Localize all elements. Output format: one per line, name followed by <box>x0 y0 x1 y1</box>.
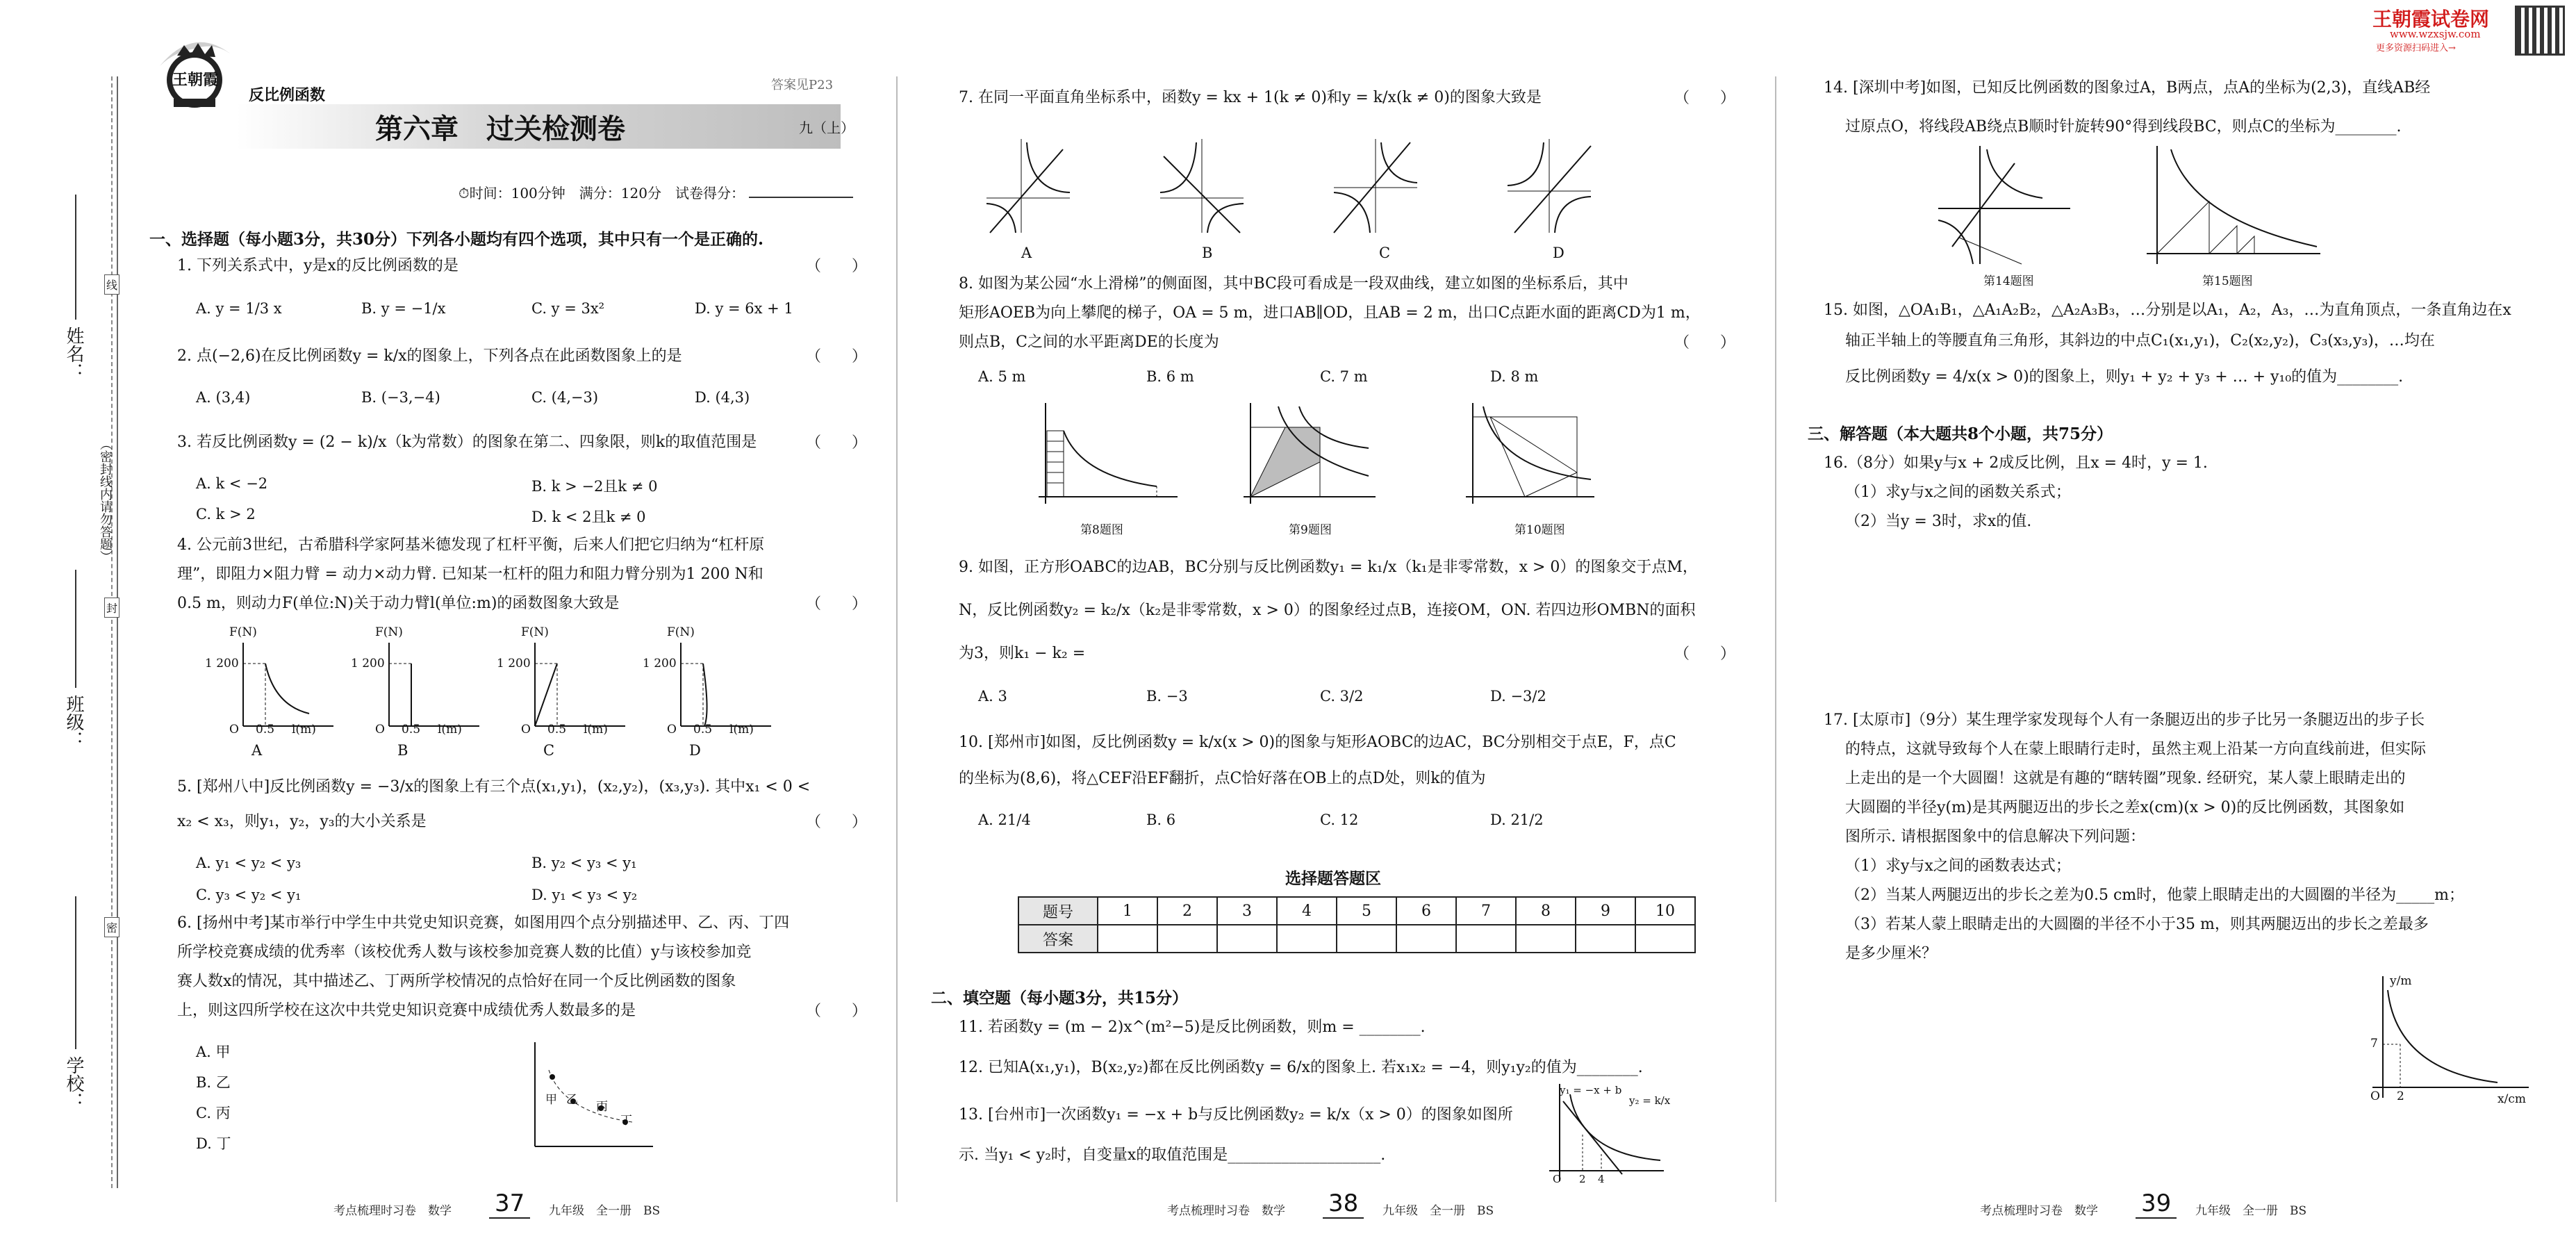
score-field[interactable] <box>749 197 853 198</box>
q4-opt-d[interactable]: D <box>689 742 701 759</box>
q8-line1: 8. 如图为某公园“水上滑梯”的侧面图，其中BC段可看成是一段双曲线，建立如图的坐标系后，其中 <box>959 275 1628 293</box>
footer-left-2: 考点梳理时习卷 数学 <box>1167 1204 1285 1218</box>
q10-opt-a[interactable]: A. 21/4 <box>978 812 1031 828</box>
q4-c-x: l(m) <box>584 723 608 736</box>
q10-opt-d[interactable]: D. 21/2 <box>1490 812 1544 828</box>
q17-graph-o: O <box>2370 1089 2380 1103</box>
site-url[interactable]: www.wzxsjw.com <box>2390 28 2481 40</box>
q12-text: 12. 已知A(x₁,y₁)，B(x₂,y₂)都在反比例函数y = 6/x的图象上. 若x₁x₂ = −4，则y₁y₂的值为________. <box>959 1059 1643 1076</box>
page-divider-1 <box>896 76 898 1202</box>
q4-line3: 0.5 m，则动力F(单位:N)关于动力臂l(单位:m)的函数图象大致是 <box>177 595 620 612</box>
answer-cell[interactable] <box>1516 925 1576 953</box>
q8-figure <box>1032 400 1184 511</box>
q11-text: 11. 若函数y = (m − 2)x^(m²−5)是反比例函数，则m = ________. <box>959 1019 1426 1036</box>
answer-table-number: 7 <box>1456 897 1516 925</box>
q17-line4: 大圆圈的半径y(m)是其两腿迈出的步长之差x(cm)(x > 0)的反比例函数，其图象如 <box>1845 799 2405 816</box>
qr-code-icon[interactable] <box>2515 6 2565 56</box>
q9-line3: 为3，则k₁ − k₂ = <box>959 645 1086 662</box>
q8-opt-b[interactable]: B. 6 m <box>1146 368 1194 385</box>
q17-graph-xval: 2 <box>2397 1089 2404 1103</box>
q4-graph-b[interactable] <box>389 643 479 726</box>
q1-text: 1. 下列关系式中，y是x的反比例函数的是 <box>177 257 459 274</box>
answer-table <box>1018 896 1696 953</box>
q4-opt-c[interactable]: C <box>543 742 555 759</box>
footer-left-1: 考点梳理时习卷 数学 <box>333 1204 452 1218</box>
q17-line7: （2）当某人两腿迈出的步长之差为0.5 cm时，他蒙上眼睛走出的大圆圈的半径为_____m； <box>1845 887 2465 904</box>
q6-opt-c[interactable]: C. 丙 <box>196 1105 231 1121</box>
q13-label-o: O <box>1553 1173 1562 1185</box>
q15-line1: 15. 如图，△OA₁B₁，△A₁A₂B₂，△A₂A₃B₃，…分别是以A₁，A₂，A₃，…为直角顶点，一条直角边在x <box>1824 302 2511 319</box>
page-38 <box>903 0 1762 1243</box>
q7-paren[interactable]: （ ） <box>1674 90 1736 107</box>
q4-c-xval: 0.5 <box>547 723 567 736</box>
q5-paren[interactable]: （ ） <box>806 814 868 831</box>
q6-paren[interactable]: （ ） <box>806 1003 868 1020</box>
q10-line1: 10. [郑州市]如图，反比例函数y = k/x(x > 0)的图象与矩形AOBC的边AC，BC分别相交于点E，F，点C <box>959 734 1676 751</box>
q13-line2: 示. 当y₁ < y₂时，自变量x的取值范围是____________________. <box>959 1146 1386 1164</box>
binding-notice: （密封线内请勿答题） <box>98 438 113 563</box>
q13-label-y1: y₁ = −x + b <box>1560 1084 1622 1096</box>
q5-opt-b[interactable]: B. y₂ < y₃ < y₁ <box>531 855 637 871</box>
q6-line4: 上，则这四所学校在这次中共党史知识竞赛中成绩优秀人数最多的是 <box>177 1002 636 1019</box>
q9-paren[interactable]: （ ） <box>1674 645 1736 663</box>
q7-opt-d[interactable]: D <box>1553 245 1564 261</box>
q6-point-jia: 甲 <box>545 1093 557 1107</box>
q4-d-x: l(m) <box>729 723 754 736</box>
q7-graphs <box>986 135 1681 240</box>
page-number-39: 39 <box>2141 1190 2172 1217</box>
school-label: 学校： <box>63 1056 84 1110</box>
q1-paren[interactable]: （ ） <box>806 258 868 275</box>
exam-meta-text: ⏱时间：100分钟 满分：120分 试卷得分： <box>459 185 745 201</box>
answer-table-answer-header: 答案 <box>1018 925 1098 953</box>
school-field[interactable] <box>75 896 76 1049</box>
q7-opt-a[interactable]: A <box>1021 245 1032 261</box>
q3-opt-b[interactable]: B. k > −2且k ≠ 0 <box>531 478 658 495</box>
q6-line2: 所学校竞赛成绩的优秀率（该校优秀人数与该校参加竞赛人数的比值）y与该校参加竞 <box>177 944 752 961</box>
q4-line1: 4. 公元前3世纪，古希腊科学家阿基米德发现了杠杆平衡，后来人们把它归纳为“杠杆原 <box>177 536 765 554</box>
q13-label-4: 4 <box>1598 1173 1605 1185</box>
answer-cell[interactable] <box>1157 925 1217 953</box>
q6-opt-b[interactable]: B. 乙 <box>196 1074 231 1091</box>
q8-opt-c[interactable]: C. 7 m <box>1320 368 1368 385</box>
q2-opt-b[interactable]: B. (−3,−4) <box>361 389 440 406</box>
name-label: 姓名： <box>63 327 84 381</box>
q9-opt-a[interactable]: A. 3 <box>978 688 1007 705</box>
q1-opt-c[interactable]: C. y = 3x² <box>531 300 605 317</box>
answer-table-number: 3 <box>1217 897 1277 925</box>
footer-right-3: 九年级 全一册 BS <box>2195 1204 2307 1218</box>
q2-paren[interactable]: （ ） <box>806 348 868 365</box>
q4-a-o: O <box>229 723 239 736</box>
q17-graph-yval: 7 <box>2370 1037 2378 1051</box>
publisher-logo <box>153 28 236 111</box>
q9-caption: 第9题图 <box>1289 523 1332 537</box>
q9-opt-d[interactable]: D. −3/2 <box>1490 688 1546 705</box>
answer-cell[interactable] <box>1635 925 1695 953</box>
q4-d-xval: 0.5 <box>693 723 713 736</box>
footer-right-2: 九年级 全一册 BS <box>1382 1204 1494 1218</box>
answer-cell[interactable] <box>1337 925 1396 953</box>
q17-line3: 上走出的是一个大圆圈！这就是有趣的“瞎转圈”现象. 经研究，某人蒙上眼睛走出的 <box>1845 770 2406 787</box>
answer-table-title: 选择题答题区 <box>1285 869 1381 888</box>
q6-graph <box>521 1035 660 1160</box>
answer-cell[interactable] <box>1456 925 1516 953</box>
q4-c-y: F(N) <box>521 625 549 639</box>
q16-line2: （1）求y与x之间的函数关系式； <box>1845 484 2071 501</box>
q7-graph-d[interactable] <box>1508 139 1591 233</box>
class-field[interactable] <box>75 570 76 688</box>
q9-figure <box>1237 400 1389 511</box>
exam-meta <box>459 182 853 202</box>
q4-a-y: F(N) <box>229 625 257 639</box>
page-39 <box>1778 0 2576 1243</box>
q13-line1: 13. [台州市]一次函数y₁ = −x + b与反比例函数y₂ = k/x（x > 0）的图象如图所 <box>959 1106 1513 1123</box>
binding-line <box>111 76 113 1188</box>
q10-caption: 第10题图 <box>1514 523 1565 537</box>
answer-table-number: 4 <box>1277 897 1337 925</box>
logo-text: 王朝霞 <box>172 71 219 89</box>
answer-table-number: 9 <box>1576 897 1635 925</box>
q15-line2: 轴正半轴上的等腰直角三角形，其斜边的中点C₁(x₁,y₁)，C₂(x₂,y₂)，C₃(x₃,y₃)，…均在 <box>1845 332 2435 349</box>
q3-opt-d[interactable]: D. k < 2且k ≠ 0 <box>531 509 646 525</box>
page-37 <box>0 0 868 1243</box>
q4-b-o: O <box>375 723 385 736</box>
site-name[interactable]: 王朝霞试卷网 <box>2372 8 2490 31</box>
q5-line2: x₂ < x₃，则y₁，y₂，y₃的大小关系是 <box>177 813 427 830</box>
q7-opt-b[interactable]: B <box>1202 245 1213 261</box>
q4-b-x: l(m) <box>438 723 462 736</box>
q9-line2: N，反比例函数y₂ = k₂/x（k₂是非零常数，x > 0）的图象经过点B，连接OM，ON. 若四边形OMBN的面积 <box>959 602 1696 619</box>
q6-opt-a[interactable]: A. 甲 <box>196 1044 231 1060</box>
q15-figure <box>2143 142 2324 267</box>
q6-point-ding: 丁 <box>620 1114 632 1128</box>
q2-opt-a[interactable]: A. (3,4) <box>196 389 251 406</box>
q16-line3: （2）当y = 3时，求x的值. <box>1845 513 2032 530</box>
q9-opt-b[interactable]: B. −3 <box>1146 688 1188 705</box>
q13-label-y2: y₂ = k/x <box>1629 1094 1671 1107</box>
answer-table-number: 1 <box>1098 897 1157 925</box>
q4-d-o: O <box>667 723 677 736</box>
q17-line5: 图所示. 请根据图象中的信息解决下列问题： <box>1845 828 2145 846</box>
q17-line1: 17. [太原市]（9分）某生理学家发现每个人有一条腿迈出的步子比另一条腿迈出的步子长 <box>1824 711 2425 729</box>
seal-mark-3: 密 <box>104 917 119 937</box>
grade-label: 九（上） <box>799 120 854 136</box>
q8-line3: 则点B，C之间的水平距离DE的长度为 <box>959 334 1219 351</box>
q4-a-xval: 0.5 <box>256 723 275 736</box>
q4-d-yval: 1 200 <box>643 657 677 670</box>
page-number-37: 37 <box>495 1190 525 1217</box>
binding-solid-line <box>117 76 118 1188</box>
answer-ref: 答案见P23 <box>771 78 834 92</box>
q17-line6: （1）求y与x之间的函数表达式； <box>1845 857 2071 875</box>
q15-line3: 反比例函数y = 4/x(x > 0)的图象上，则y₁ + y₂ + y₃ + … + y₁₀的值为________. <box>1845 368 2404 386</box>
q1-opt-a[interactable]: A. y = 1/3 x <box>196 300 282 317</box>
q10-figure <box>1459 400 1598 511</box>
answer-table-number: 2 <box>1157 897 1217 925</box>
q17-graph <box>2359 973 2532 1105</box>
q4-b-yval: 1 200 <box>351 657 385 670</box>
footer-left-3: 考点梳理时习卷 数学 <box>1980 1204 2098 1218</box>
answer-cell[interactable] <box>1098 925 1157 953</box>
q14-caption: 第14题图 <box>1983 274 2034 288</box>
q7-graph-b[interactable] <box>1160 139 1244 233</box>
page-title: 第六章 过关检测卷 <box>375 113 625 145</box>
q4-d-y: F(N) <box>667 625 695 639</box>
answer-cell[interactable] <box>1396 925 1456 953</box>
q8-opt-a[interactable]: A. 5 m <box>978 368 1026 385</box>
q1-opt-d[interactable]: D. y = 6x + 1 <box>695 300 793 317</box>
footer-right-1: 九年级 全一册 BS <box>549 1204 661 1218</box>
q6-point-yi: 乙 <box>566 1093 578 1107</box>
section2-heading: 二、填空题（每小题3分，共15分） <box>931 989 1189 1007</box>
seal-mark-1: 线 <box>104 274 119 295</box>
q10-line2: 的坐标为(8,6)，将△CEF沿EF翻折，点C恰好落在OB上的点D处，则k的值为 <box>959 770 1486 787</box>
q6-opt-d[interactable]: D. 丁 <box>196 1135 231 1152</box>
q3-opt-a[interactable]: A. k < −2 <box>196 475 268 492</box>
q7-text: 7. 在同一平面直角坐标系中，函数y = kx + 1(k ≠ 0)和y = k/x(k ≠ 0)的图象大致是 <box>959 89 1542 106</box>
q16-line1: 16.（8分）如果y与x + 2成反比例，且x = 4时，y = 1. <box>1824 454 2208 472</box>
answer-table-number-header: 题号 <box>1018 897 1098 925</box>
q4-opt-b[interactable]: B <box>397 742 408 759</box>
q17-line8: （3）若某人蒙上眼睛走出的大圆圈的半径不小于35 m，则其两腿迈出的步长之差最多 <box>1845 916 2429 933</box>
q5-opt-d[interactable]: D. y₁ < y₃ < y₂ <box>531 887 638 903</box>
q8-opt-d[interactable]: D. 8 m <box>1490 368 1539 385</box>
q14-line1: 14. [深圳中考]如图，已知反比例函数的图象过A，B两点，点A的坐标为(2,3)，直线AB经 <box>1824 79 2431 97</box>
site-slogan: 更多资源扫码进入→ <box>2376 43 2456 53</box>
q14-line2: 过原点O，将线段AB绕点B顺时针旋转90°得到线段BC，则点C的坐标为________. <box>1845 118 2402 135</box>
q4-graph-d[interactable] <box>681 643 771 726</box>
answer-cell[interactable] <box>1217 925 1277 953</box>
q10-opt-b[interactable]: B. 6 <box>1146 812 1176 828</box>
q4-b-xval: 0.5 <box>402 723 421 736</box>
class-label: 班级： <box>63 695 84 749</box>
q17-graph-y: y/m <box>2390 974 2412 988</box>
q17-line9: 是多少厘米？ <box>1845 945 1938 962</box>
section3-heading: 三、解答题（本大题共8个小题，共75分） <box>1808 425 2113 443</box>
q13-label-2: 2 <box>1579 1173 1586 1185</box>
q4-opt-a[interactable]: A <box>251 742 263 759</box>
q4-a-x: l(m) <box>292 723 316 736</box>
section1-heading: 一、选择题（每小题3分，共30分）下列各小题均有四个选项，其中只有一个是正确的. <box>149 230 764 249</box>
q2-opt-c[interactable]: C. (4,−3) <box>531 389 599 406</box>
q7-opt-c[interactable]: C <box>1379 245 1391 261</box>
answer-table-number: 5 <box>1337 897 1396 925</box>
answer-table-number: 8 <box>1516 897 1576 925</box>
q2-opt-d[interactable]: D. (4,3) <box>695 389 750 406</box>
answer-table-number: 6 <box>1396 897 1456 925</box>
q2-text: 2. 点(−2,6)在反比例函数y = k/x的图象上，下列各点在此函数图象上的是 <box>177 347 682 365</box>
q3-opt-c[interactable]: C. k > 2 <box>196 506 256 522</box>
q4-line2: 理”，即阻力×阻力臂 = 动力×动力臂. 已知某一杠杆的阻力和阻力臂分别为1 200 N和 <box>177 566 763 583</box>
q17-graph-x: x/cm <box>2497 1092 2526 1106</box>
q1-opt-b[interactable]: B. y = −1/x <box>361 300 446 317</box>
q4-c-o: O <box>521 723 531 736</box>
q4-c-yval: 1 200 <box>497 657 531 670</box>
q6-line3: 赛人数x的情况，其中描述乙、丁两所学校情况的点恰好在同一个反比例函数的图象 <box>177 973 736 990</box>
answer-table-number: 10 <box>1635 897 1695 925</box>
q3-paren[interactable]: （ ） <box>806 434 868 452</box>
q5-line1: 5. [郑州八中]反比例函数y = −3/x的图象上有三个点(x₁,y₁)，(x₂,y₂)，(x₃,y₃). 其中x₁ < 0 < <box>177 778 811 796</box>
q10-opt-c[interactable]: C. 12 <box>1320 812 1359 828</box>
q15-caption: 第15题图 <box>2202 274 2253 288</box>
q14-figure <box>1938 142 2077 267</box>
page-number-38: 38 <box>1328 1190 1359 1217</box>
q17-line2: 的特点，这就导致每个人在蒙上眼睛行走时，虽然主观上沿某一方向直线前进，但实际 <box>1845 741 2427 758</box>
page-divider-2 <box>1775 76 1776 1202</box>
q5-opt-c[interactable]: C. y₃ < y₂ < y₁ <box>196 887 302 903</box>
topic-label: 反比例函数 <box>249 86 326 104</box>
q7-graph-c[interactable] <box>1334 139 1417 233</box>
q8-caption: 第8题图 <box>1080 523 1123 537</box>
seal-mark-2: 封 <box>104 598 119 618</box>
answer-cell[interactable] <box>1277 925 1337 953</box>
answer-cell[interactable] <box>1576 925 1635 953</box>
q5-opt-a[interactable]: A. y₁ < y₂ < y₃ <box>196 855 302 871</box>
q8-line2: 矩形AOEB为向上攀爬的梯子，OA = 5 m，进口AB∥OD，且AB = 2 m，出口C点距水面的距离CD为1 m， <box>959 304 1701 322</box>
q4-graph-c[interactable] <box>535 643 625 726</box>
q4-b-y: F(N) <box>375 625 403 639</box>
q8-paren[interactable]: （ ） <box>1674 334 1736 352</box>
q4-paren[interactable]: （ ） <box>806 595 868 613</box>
name-field[interactable] <box>75 195 76 320</box>
q6-line1: 6. [扬州中考]某市举行中学生中共党史知识竞赛，如图用四个点分别描述甲、乙、丙、丁四 <box>177 914 790 932</box>
q9-line1: 9. 如图，正方形OABC的边AB，BC分别与反比例函数y₁ = k₁/x（k₁是非零常数，x > 0）的图象交于点M， <box>959 559 1698 576</box>
q3-text: 3. 若反比例函数y = (2 − k)/x（k为常数）的图象在第二、四象限，则k的取值范围是 <box>177 434 757 451</box>
q4-a-yval: 1 200 <box>205 657 239 670</box>
q9-opt-c[interactable]: C. 3/2 <box>1320 688 1364 705</box>
q6-point-bing: 丙 <box>596 1100 608 1114</box>
q7-graph-a[interactable] <box>986 139 1070 233</box>
q4-graph-a[interactable] <box>243 643 333 726</box>
